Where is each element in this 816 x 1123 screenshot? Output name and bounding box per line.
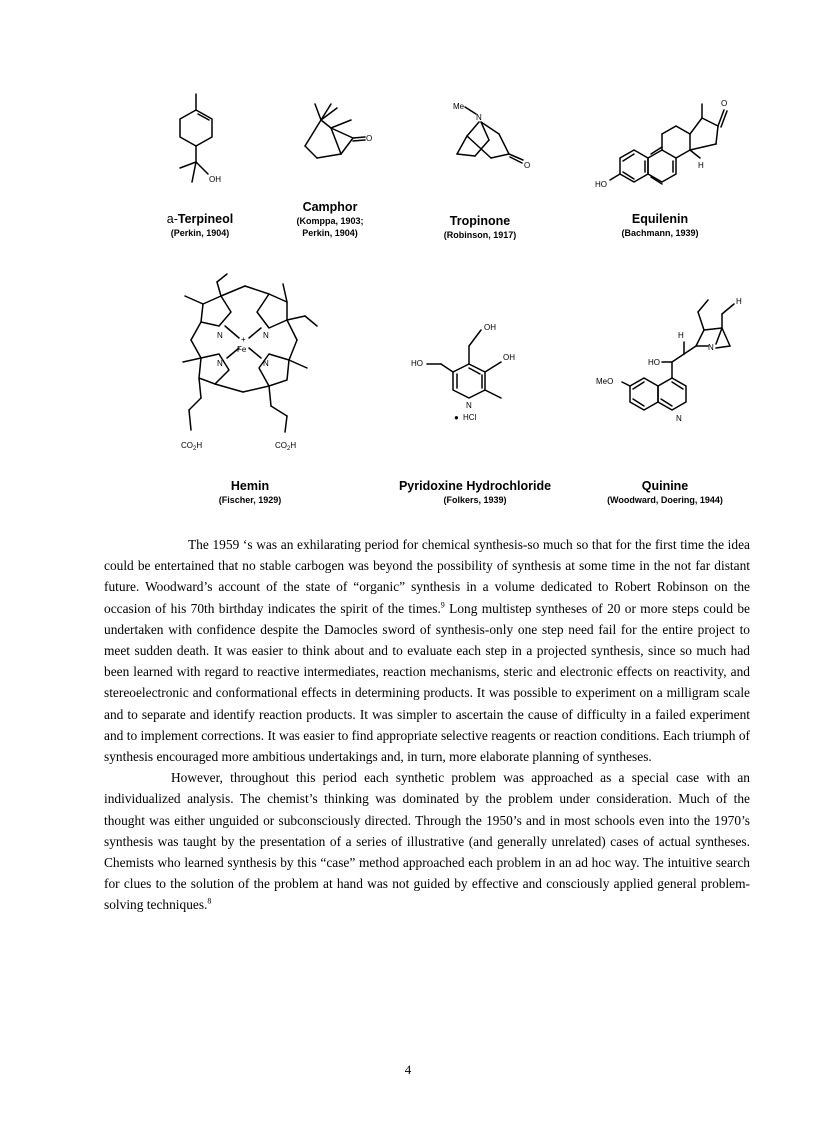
footnote-ref-9: 9 — [440, 600, 445, 610]
equilenin-o-label: O — [721, 99, 728, 108]
quinine-reference: (Woodward, Doering, 1944) — [607, 495, 723, 505]
terpineol-reference: (Perkin, 1904) — [170, 228, 230, 238]
hemin-co2h-label-1: $CO_2H$ — [181, 441, 203, 452]
hemin-reference: (Fischer, 1929) — [218, 495, 282, 505]
pyridoxine-ho-label: HO — [411, 359, 423, 368]
hemin-co2h-label-2: $CO_2H$ — [275, 441, 297, 452]
quinine-caption — [585, 479, 745, 506]
quinine-ho-label: HO — [648, 358, 660, 367]
hemin-caption — [185, 479, 315, 506]
quinine-meo-label: MeO — [596, 377, 614, 386]
equilenin-caption — [595, 212, 725, 239]
hemin-fe-label: Fe — [237, 345, 247, 354]
terpineol-oh-label: OH — [209, 175, 221, 184]
tropinone-structure — [445, 100, 535, 180]
tropinone-o-label: O — [524, 161, 531, 170]
quinine-n-label-quinoline: N — [676, 414, 682, 423]
quinine-structure — [590, 290, 750, 430]
equilenin-structure — [590, 92, 730, 192]
hemin-structure — [165, 272, 345, 457]
pyridoxine-caption — [380, 479, 570, 506]
camphor-name: Camphor — [302, 200, 358, 214]
quinine-name: Quinine — [641, 479, 689, 493]
terpineol-structure — [160, 88, 240, 198]
hemin-n-label-4: N — [263, 359, 269, 368]
equilenin-ho-label: HO — [595, 180, 607, 189]
page-number: 4 — [404, 1062, 412, 1077]
pyridoxine-name: Pyridoxine Hydrochloride — [398, 479, 552, 493]
tropinone-me-label: Me — [453, 102, 465, 111]
paragraph-2: However, throughout this period each synthetic problem was approached as a special case with an individualized analysis. The chemist’s thinking was dominated by the problem under consideration. Much of the thought was either unguided or subconsciously directed. Through the 1950’s and in most schools even into the 1970’s synthesis was taught by the presentation of a series of illustrative (and generally unrelated) cases of actual syntheses. Chemists who learned synthesis by this “case” method approached each problem in an ad hoc way. The intuitive search for clues to the solution of the problem at hand was not guided by effective and consciously applied general problem-solving techniques.$^8$ — [104, 770, 750, 913]
body-text — [104, 534, 750, 916]
hemin-n-label-3: N — [217, 359, 223, 368]
equilenin-h-label: H — [698, 161, 704, 170]
equilenin-reference: (Bachmann, 1939) — [621, 228, 699, 238]
equilenin-name: Equilenin — [631, 212, 689, 226]
camphor-reference-line-2: Perkin, 1904) — [302, 228, 358, 238]
hemin-plus-label: + — [241, 335, 246, 344]
tropinone-name: Tropinone — [449, 214, 511, 228]
quinine-n-label-quinuclidine: N — [708, 343, 714, 352]
pyridoxine-reference: (Folkers, 1939) — [443, 495, 507, 505]
pyridoxine-n-label: N — [466, 401, 472, 410]
terpineol-name: Terpineol — [177, 212, 234, 226]
quinine-h-label-1: H — [678, 331, 684, 340]
terpineol-prefix: a- — [166, 212, 178, 226]
hemin-n-label-1: N — [217, 331, 223, 340]
hemin-name: Hemin — [230, 479, 270, 493]
camphor-reference-line-1: (Komppa, 1903; — [296, 216, 364, 226]
pyridoxine-hcl-label: HCl — [463, 413, 477, 422]
camphor-o-label: O — [366, 134, 373, 143]
tropinone-caption — [415, 214, 545, 241]
footnote-ref-8: 8 — [207, 896, 212, 906]
pyridoxine-bullet: ● — [454, 413, 459, 422]
pyridoxine-oh-label-1: OH — [484, 323, 496, 332]
camphor-structure — [295, 98, 385, 168]
pyridoxine-structure — [405, 318, 535, 428]
tropinone-reference: (Robinson, 1917) — [443, 230, 517, 240]
tropinone-n-label: N — [476, 113, 482, 122]
pyridoxine-oh-label-2: OH — [503, 353, 515, 362]
paragraph-1: The 1959 ‘s was an exhilarating period for chemical synthesis-so much so that for the first time the idea could be entertained that no stable carbogen was beyond the possibility of synthesis at some time in the not far distant future. Woodward’s account of the state of “organic” synthesis in a volume dedicated to Robert Robinson on the occasion of his 70th birthday indicates the spirit of the times.$^9$ Long multistep syntheses of 20 or more steps could be undertaken with confidence despite the Damocles sword of synthesis-only one step need fail for the entire project to meet sudden death. It was easier to think about and to evaluate each step in a projected synthesis, since so much had been learned with regard to reactive intermediates, reaction mechanisms, steric and electronic effects on reactivity, and stereoelectronic and conformational effects in determining products. It was possible to experiment on a milligram scale and to separate and identify reaction products. It was simpler to ascertain the cause of difficulty in a failed experiment and to implement corrections. It was easier to find appropriate selective reagents or reaction conditions. Each triumph of synthesis encouraged more ambitious undertakings and, in turn, more elaborate planning of syntheses. — [104, 537, 750, 765]
hemin-n-label-2: N — [263, 331, 269, 340]
quinine-h-label-2: H — [736, 297, 742, 306]
terpineol-caption — [130, 212, 270, 239]
camphor-caption — [270, 200, 390, 239]
